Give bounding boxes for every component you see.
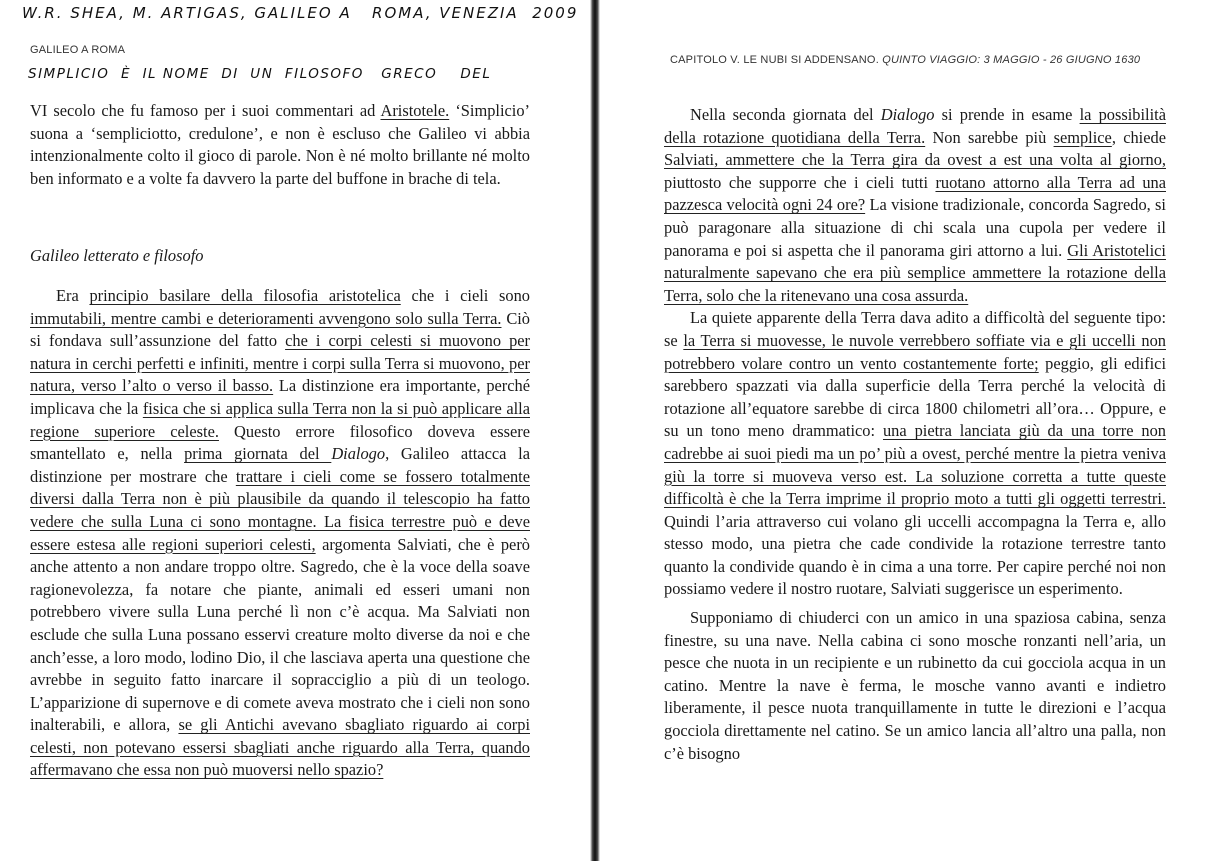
left-page	[0, 0, 590, 861]
handwritten-annotation: SIMPLICIO È IL NOME DI UN FILOSOFO GRECO DEL	[28, 66, 492, 82]
left-running-head: GALILEO A ROMA	[30, 44, 126, 56]
left-paragraph-1: VI secolo che fu famoso per i suoi commentari ad Aristotele. ‘Simplicio’ suona a ‘sempliciotto, credulone’, e non è escluso che Galileo vi abbia intenzionalmente colto il gioco di parole. Non è né molto brillante né molto ben informato e a volte fa davvero la parte del buffone in brache di tela.	[30, 101, 530, 188]
section-title: Galileo letterato e filosofo	[30, 246, 204, 265]
left-paragraph-2: Era principio basilare della filosofia aristotelica che i cieli sono immutabili, mentre cambi e deterioramenti avvengono solo sulla Terra. Ciò si fondava sull’assunzione del fatto che i corpi celesti si muovono per natura in cerchi perfetti e infiniti, mentre i corpi sulla Terra si muovono, per natura, verso l’alto o verso il basso. La distinzione era importante, perché implicava che la fisica che si applica sulla Terra non la si può applicare alla regione superiore celeste. Questo errore filosofico doveva essere smantellato e, nella prima giornata del Dialogo, Galileo attacca la distinzione per mostrare che trattare i cieli come se fossero totalmente diversi dalla Terra non è più plausibile da quando il telescopio ha fatto vedere che sulla Luna ci sono montagne. La fisica terrestre può e deve essere estesa alle regioni superiori celesti, argomenta Salviati, che è però anche attento a non andare troppo oltre. Sagredo, che è la voce della soave ragionevolezza, fa notare che piante, animali ed esseri umani non potrebbero vivere sulla Luna perché lì non c’è acqua. Ma Salviati non esclude che sulla Luna possano esservi creature molto diverse da noi e che anch’esse, a loro modo, lodino Dio, il che lasciava aperta una questione che avrebbe in seguito fatto inarcare il sopracciglio a più di un teologo. L’apparizione di supernove e di comete aveva mostrato che i cieli non sono inalterabili, e allora, se gli Antichi avevano sbagliato riguardo ai corpi celesti, non potevano essersi sbagliati anche riguardo alla Terra, quando affermavano che essa non può muoversi nello spazio?	[30, 286, 531, 780]
right-page	[612, 0, 1219, 861]
right-paragraph-3: Supponiamo di chiuderci con un amico in una spaziosa cabina, senza finestre, su una nave. Nella cabina ci sono mosche ronzanti nell’aria, un pesce che nuota in un recipiente e un rubinetto da cui gocciola acqua in un catino. Mentre la nave è ferma, le mosche vanno avanti e indietro liberamente, il pesce nuota tranquillamente in tutte le direzioni e l’acqua gocciola direttamente nel catino. Se un amico lancia all’altro una palla, non c’è bisogno	[664, 608, 1166, 763]
right-paragraph-1: Nella seconda giornata del Dialogo si prende in esame la possibilità della rotazione quotidiana della Terra. Non sarebbe più semplice, chiede Salviati, ammettere che la Terra gira da ovest a est una volta al giorno, piuttosto che supporre che i cieli tutti ruotano attorno alla Terra ad una pazzesca velocità ogni 24 ore? La visione tradizionale, concorda Sagredo, si può paragonare alla situazione di chi scala una cupola per vedere il panorama e poi si aspetta che il panorama giri attorno a lui. Gli Aristotelici naturalmente sapevano che era più semplice ammettere la rotazione della Terra, solo che la ritenevano una cosa assurda. La quiete apparente della Terra dava adito a difficoltà del seguente tipo: se la Terra si muovesse, le nuvole verrebbero soffiate via e gli uccelli non potrebbero volare contro un vento costantemente forte; peggio, gli edifici sarebbero spazzati via dalla superficie della Terra perché la velocità di rotazione all’equatore sarebbe di circa 1800 chilometri all’ora… Oppure, e su un tono meno drammatico: una pietra lanciata giù da una torre non cadrebbe ai suoi piedi ma un po’ più a ovest, perché mentre la pietra veniva giù la torre si muoveva verso est. La soluzione corretta a tutte queste difficoltà è che la Terra imprime il proprio moto a tutti gli oggetti terrestri. Quindi l’aria attraverso cui volano gli uccelli accompagna la Terra e, allo stesso modo, una pietra che cade condivide la rotazione terrestre tanto quanto la condivide quando è in cima a una torre. Per capire perché noi non possiamo vedere il nostro ruotare, Salviati suggerisce un esperimento. Supponiamo di chiuderci con un amico in una spaziosa cabina, senza finestre, su una nave. Nella cabina ci sono mosche ronzanti nell’aria, un pesce che nuota in un recipiente e un rubinetto da cui gocciola acqua in un catino. Mentre la nave è ferma, le mosche vanno avanti e indietro liberamente, il pesce nuota tranquillamente in tutte le direzioni e l’acqua gocciola direttamente nel catino. Se un amico lancia all’altro una palla, non c’è bisogno	[664, 104, 1166, 765]
book-spine	[590, 0, 600, 861]
handwritten-citation: W.R. SHEA, M. ARTIGAS, GALILEO A ROMA, VENEZIA 2009	[22, 4, 579, 22]
right-running-head: CAPITOLO V. LE NUBI SI ADDENSANO. QUINTO VIAGGIO: 3 MAGGIO - 26 GIUGNO 1630	[670, 54, 1141, 66]
